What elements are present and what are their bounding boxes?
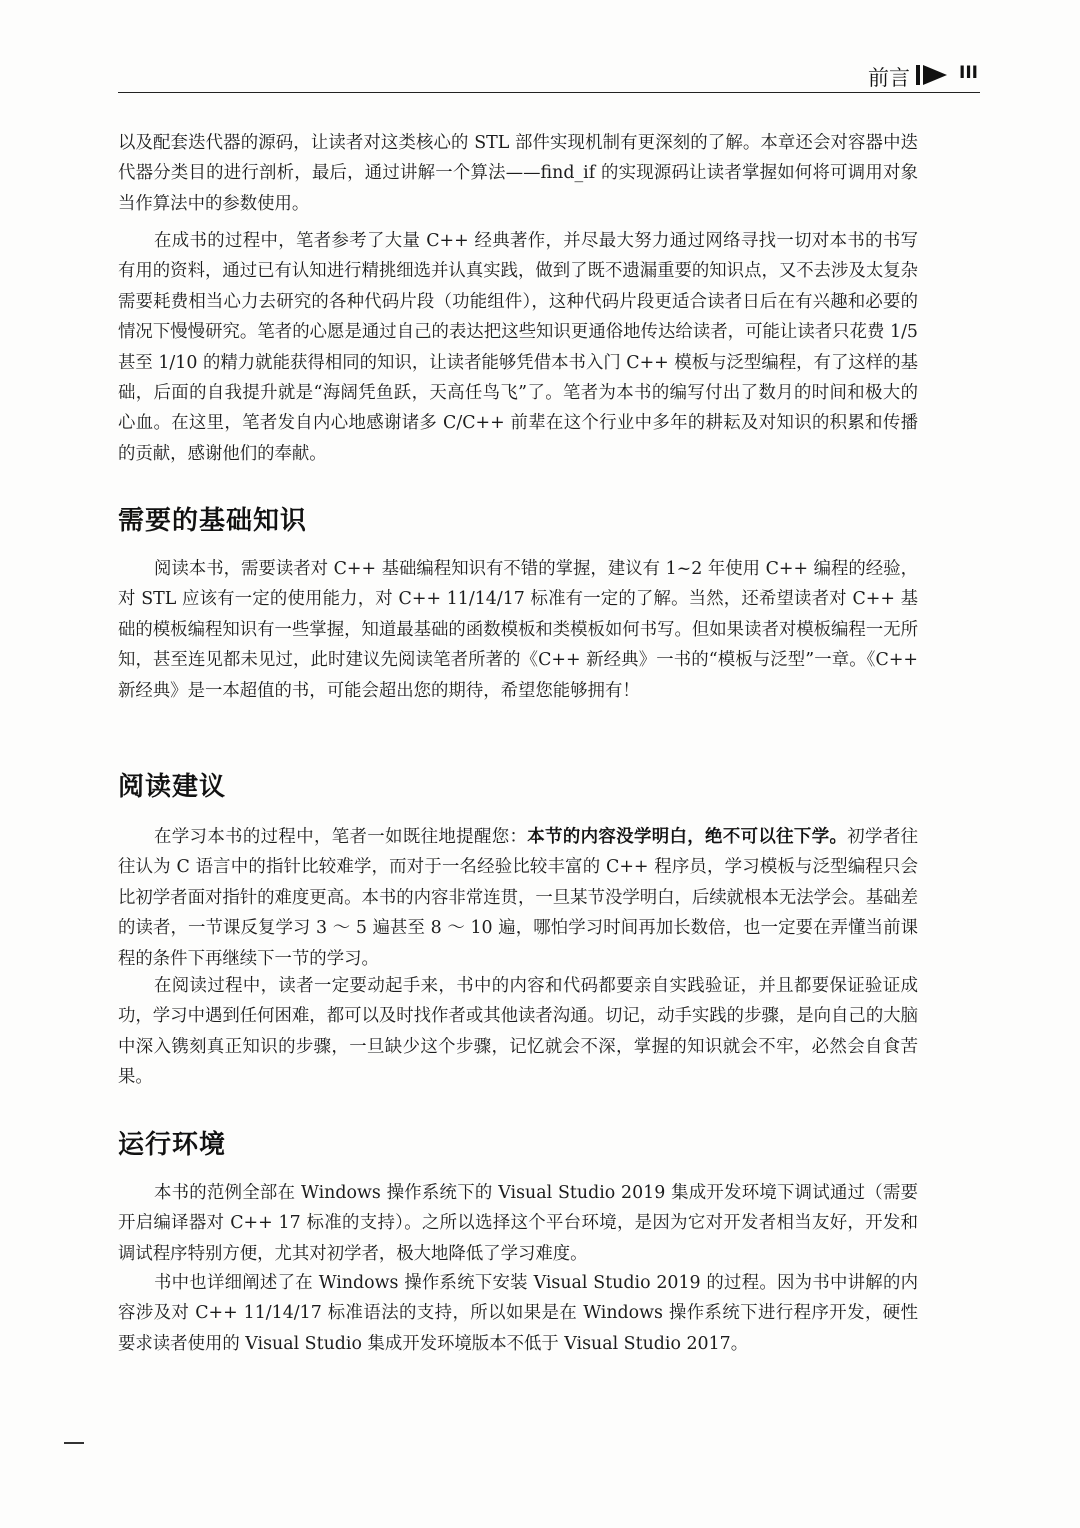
header-title: 前言: [868, 66, 910, 90]
section-heading-reading-advice: 阅读建议: [118, 772, 227, 802]
section-heading-runtime-environment: 运行环境: [118, 1130, 227, 1160]
paragraph-writing-process: 在成书的过程中，笔者参考了大量 C++ 经典著作，并尽最大努力通过网络寻找一切对本书的书写有用的资料，通过已有认知进行精挑细选并认真实践，做到了既不遗漏重要的知识点，又不去涉及太复杂需要耗费相当心力去研究的各种代码片段（功能组件），这种代码片段更适合读者日后在有兴趣和必要的情况下慢慢研究。笔者的心愿是通过自己的表达把这些知识更通俗地传达给读者，可能让读者只花费 1/5 甚至 1/10 的精力就能获得相同的知识，让读者能够凭借本书入门 C++ 模板与泛型编程，有了这样的基础，后面的自我提升就是“海阔凭鱼跃，天高任鸟飞”了。笔者为本书的编写付出了数月的时间和极大的心血。在这里，笔者发自内心地感谢诸多 C/C++ 前辈在这个行业中多年的耕耘及对知识的积累和传播的贡献，感谢他们的奉献。: [118, 231, 918, 464]
running-header: [118, 58, 980, 96]
reading-advice-emphasis: 本节的内容没学明白，绝不可以往下学。: [527, 827, 848, 847]
header-rule: [118, 92, 980, 93]
paragraph-hands-on-practice: 在阅读过程中，读者一定要动起手来，书中的内容和代码都要亲自实践验证，并且都要保证验证成功，学习中遇到任何困难，都可以及时找作者或其他读者沟通。切记，动手实践的步骤，是向自己的大脑中深入镌刻真正知识的步骤，一旦缺少这个步骤，记忆就会不深，掌握的知识就会不牢，必然会自食苦果。: [118, 976, 918, 1088]
footer-mark: [64, 1442, 84, 1444]
paragraph-runtime-environment: 本书的范例全部在 Windows 操作系统下的 Visual Studio 2019 集成开发环境下调试通过（需要开启编译器对 C++ 17 标准的支持）。之所以选择这个平台环境，是因为它对开发者相当友好，开发和调试程序特别方便，尤其对初学者，极大地降低了学习难度。: [118, 1183, 918, 1264]
section-heading-basic-knowledge: 需要的基础知识: [118, 506, 308, 536]
page-number: III: [959, 63, 978, 83]
paragraph-visual-studio-install: 书中也详细阐述了在 Windows 操作系统下安装 Visual Studio 2019 的过程。因为书中讲解的内容涉及对 C++ 11/14/17 标准语法的支持，所以如果是在 Windows 操作系统下进行程序开发，硬性要求读者使用的 Visual Studio 集成开发环境版本不低于 Visual Studio 2017。: [118, 1273, 918, 1354]
paragraph-basic-knowledge: 阅读本书，需要读者对 C++ 基础编程知识有不错的掌握，建议有 1~2 年使用 C++ 编程的经验，对 STL 应该有一定的使用能力，对 C++ 11/14/17 标准有一定的了解。当然，还希望读者对 C++ 基础的模板编程知识有一些掌握，知道最基础的函数模板和类模板如何书写。但如果读者对模板编程一无所知，甚至连见都未见过，此时建议先阅读笔者所著的《C++ 新经典》一书的“模板与泛型”一章。《C++ 新经典》是一本超值的书，可能会超出您的期待，希望您能够拥有！: [118, 559, 918, 701]
play-triangle-icon: [916, 64, 950, 86]
reading-advice-lead: 在学习本书的过程中，笔者一如既往地提醒您：: [154, 827, 528, 847]
paragraph-reading-advice: [118, 822, 918, 974]
paragraph-stl-intro: 以及配套迭代器的源码，让读者对这类核心的 STL 部件实现机制有更深刻的了解。本章还会对容器中迭代器分类目的进行剖析，最后，通过讲解一个算法——find_if 的实现源码让读者掌握如何将可调用对象当作算法中的参数使用。: [118, 133, 918, 214]
reading-advice-rest: 初学者往往认为 C 语言中的指针比较难学，而对于一名经验比较丰富的 C++ 程序员，学习模板与泛型编程只会比初学者面对指针的难度更高。本书的内容非常连贯，一旦某节没学明白，后续就根本无法学会。基础差的读者，一节课反复学习 3 ～ 5 遍甚至 8 ～ 10 遍，哪怕学习时间再加长数倍，也一定要在弄懂当前课程的条件下再继续下一节的学习。: [118, 827, 918, 969]
